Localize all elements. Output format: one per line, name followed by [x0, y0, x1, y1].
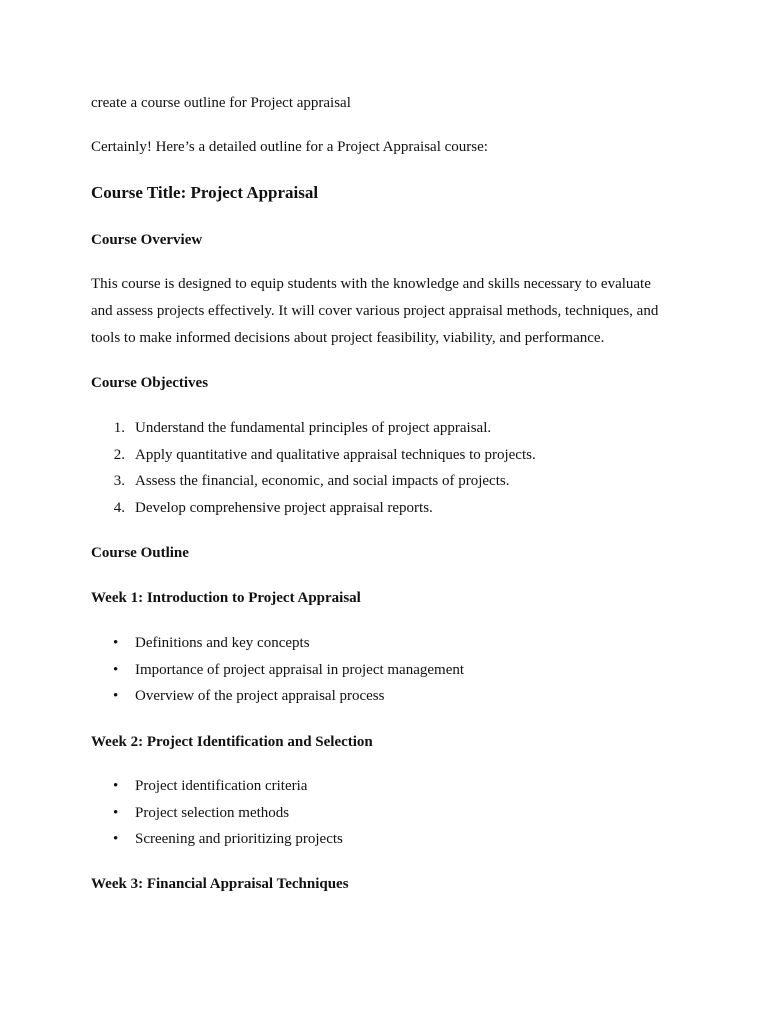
bullet-marker: •	[113, 635, 119, 651]
list-item-text: Assess the financial, economic, and social impacts of projects.	[135, 473, 510, 490]
bullet-marker: •	[113, 831, 119, 848]
list-item-text: Definitions and key concepts	[135, 635, 310, 651]
bullet-marker: •	[113, 661, 119, 678]
overview-line: This course is designed to equip students with the knowledge and skills necessary to evaluate	[91, 276, 651, 292]
overview-line: and assess projects effectively. It will cover various project appraisal methods, techniques, and	[91, 303, 659, 319]
list-item-text: Develop comprehensive project appraisal reports.	[135, 500, 433, 517]
objectives-heading: Course Objectives	[91, 375, 209, 391]
bullet-marker: •	[113, 778, 119, 794]
week-2-title: Week 2: Project Identification and Selection	[91, 734, 373, 750]
list-item-text: Project selection methods	[135, 804, 290, 821]
list-item-text: Overview of the project appraisal process	[135, 688, 385, 705]
overview-line: tools to make informed decisions about project feasibility, viability, and performance.	[91, 330, 605, 346]
bullet-marker: •	[113, 804, 119, 821]
overview-heading: Course Overview	[91, 232, 203, 248]
overview-paragraph	[91, 271, 681, 352]
list-number: 2.	[113, 446, 125, 463]
list-number: 1.	[113, 420, 125, 436]
week-3-title: Week 3: Financial Appraisal Techniques	[91, 876, 349, 892]
list-number: 4.	[113, 500, 125, 517]
outline-heading: Course Outline	[91, 545, 189, 561]
course-title: Course Title: Project Appraisal	[91, 183, 319, 202]
intro-text: Certainly! Here’s a detailed outline for a Project Appraisal course:	[91, 139, 488, 155]
list-number: 3.	[113, 473, 125, 490]
list-item-text: Understand the fundamental principles of project appraisal.	[135, 420, 492, 436]
bullet-marker: •	[113, 688, 119, 705]
week-1-title: Week 1: Introduction to Project Appraisal	[91, 590, 361, 606]
prompt-text: create a course outline for Project appraisal	[91, 95, 351, 111]
list-item-text: Screening and prioritizing projects	[135, 831, 343, 848]
list-item-text: Project identification criteria	[135, 778, 308, 794]
list-item-text: Importance of project appraisal in project management	[135, 661, 465, 678]
list-item-text: Apply quantitative and qualitative appraisal techniques to projects.	[135, 446, 536, 463]
